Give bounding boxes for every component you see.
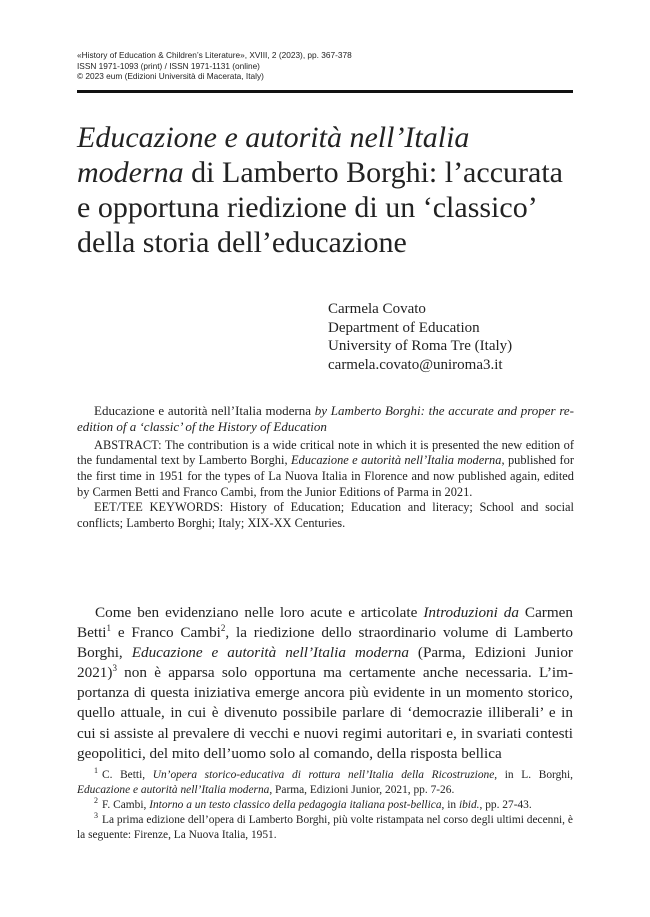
footnote-2-text-b: Intorno a un testo classico della pedagogia italiana post-bellica xyxy=(149,798,442,811)
english-title-italic: by Lamberto Borghi: the accurate and proper re-edition of a ‘classic’ of the History of Education xyxy=(77,403,574,435)
body-seg-4: e Franco Cambi xyxy=(111,624,221,642)
footnote-2-number: 2 xyxy=(94,796,98,806)
journal-copyright: © 2023 eum (Edizioni Università di Macerata, Italy) xyxy=(77,71,264,82)
keywords-paragraph xyxy=(77,500,574,531)
footnote-ref-3[interactable]: 3 xyxy=(112,663,117,674)
body-text xyxy=(77,603,573,764)
footnote-2-text-a: F. Cambi, xyxy=(102,798,150,811)
body-seg-8: non è apparsa solo opportuna ma certamente anche necessaria. L’importanza di questa iniziativa emerge ancora più evidente in un momento storico, quello attuale, in cui è divenuto possibile parlare di ‘democrazie illiberali’ e in cui si assiste al prevalere di vecchi e nuovi regimi autoritari e, in svariati contesti geopolitici, del mito dell’uomo solo al comando, della risposta bellica xyxy=(77,664,573,762)
abstract-text-2: , published for the first time in 1951 for the types of La Nuova Italia in Florence and now published again, edited by Carmen Betti and Franco Cambi, from the Junior Editions of Parma in 2021. xyxy=(77,453,574,499)
abstract-text-1: The contribution is a wide critical note in which it is presented the new edition of the fundamental text by Lamberto Borghi, xyxy=(77,437,574,468)
body-paragraph xyxy=(77,603,573,764)
footnote-2-text-c: , in xyxy=(441,798,459,811)
abstract-paragraph xyxy=(77,438,574,500)
journal-issn: ISSN 1971-1093 (print) / ISSN 1971-1131 (online) xyxy=(77,60,260,71)
title-rest: di Lamberto Borghi: l’accurata e opportuna riedizione di un ‘classico’ della storia dell’educazione xyxy=(77,156,563,259)
english-title-roman: Educazione e autorità nell’Italia moderna xyxy=(94,403,311,418)
author-email[interactable]: carmela.covato@uniroma3.it xyxy=(328,356,503,373)
body-seg-3: Carmen Betti xyxy=(77,604,574,642)
journal-citation: «History of Education & Children’s Literature», XVIII, 2 (2023), pp. 367-378 xyxy=(77,50,352,60)
body-seg-1: Come ben evidenziano nelle loro acute e articolate xyxy=(95,604,424,621)
title-italic: Educazione e autorità nell’Italia moderna xyxy=(77,121,470,189)
header-rule xyxy=(77,90,573,93)
footnote-1-text-b: Un’opera storico-educativa di rottura nell’Italia della Ricostruzione xyxy=(152,769,495,781)
keywords-label: EET/TEE KEYWORDS: xyxy=(94,500,224,515)
abstract-label: ABSTRACT: xyxy=(94,437,162,452)
author-department: Department of Education xyxy=(328,319,480,336)
footnote-2-text-d: ibid. xyxy=(458,798,480,811)
footnote-1-number: 1 xyxy=(94,766,98,776)
footnote-3 xyxy=(77,810,573,843)
footnotes xyxy=(77,768,573,843)
footnote-1 xyxy=(77,768,573,798)
footnote-3-number: 3 xyxy=(94,810,98,820)
footnote-2 xyxy=(77,798,573,813)
body-seg-2: Introduzioni da xyxy=(423,604,519,621)
footnote-1-text-e: , Parma, Edizioni Junior, 2021, pp. 7-26. xyxy=(269,783,455,796)
english-title xyxy=(77,403,574,436)
abstract-text-italic: Educazione e autorità nell’Italia moderna xyxy=(290,453,502,468)
article-title xyxy=(77,120,573,260)
footnote-1-text-a: C. Betti, xyxy=(102,769,153,781)
author-name: Carmela Covato xyxy=(328,301,426,317)
journal-header xyxy=(77,50,577,82)
footnote-ref-1[interactable]: 1 xyxy=(106,623,112,634)
footnote-2-text-e: , pp. 27-43. xyxy=(479,798,532,811)
body-seg-7: (Parma, Edizioni Junior 2021) xyxy=(77,644,573,682)
footnote-1-text-c: , in L. Borghi, xyxy=(494,769,574,781)
footnote-ref-2[interactable]: 2 xyxy=(220,623,226,634)
body-seg-6: Educazione e autorità nell’Italia moderna xyxy=(131,644,409,662)
footnote-3-text-a: La prima edizione dell’opera di Lamberto Borghi, più volte ristampata nel corso degli ultimi decenni, è la seguente: Firenze, La Nuova Italia, 1951. xyxy=(77,813,573,841)
author-block xyxy=(328,300,578,374)
footnote-1-text-d: Educazione e autorità nell’Italia moderna xyxy=(77,783,270,796)
author-university: University of Roma Tre (Italy) xyxy=(328,338,513,355)
body-seg-5: , la riedizione dello straordinario volume di Lamberto Borghi, xyxy=(77,624,573,662)
keywords-text: History of Education; Education and literacy; School and social conflicts; Lamberto Borghi; Italy; XIX-XX Centuries. xyxy=(77,500,574,530)
abstract-block xyxy=(77,403,574,531)
